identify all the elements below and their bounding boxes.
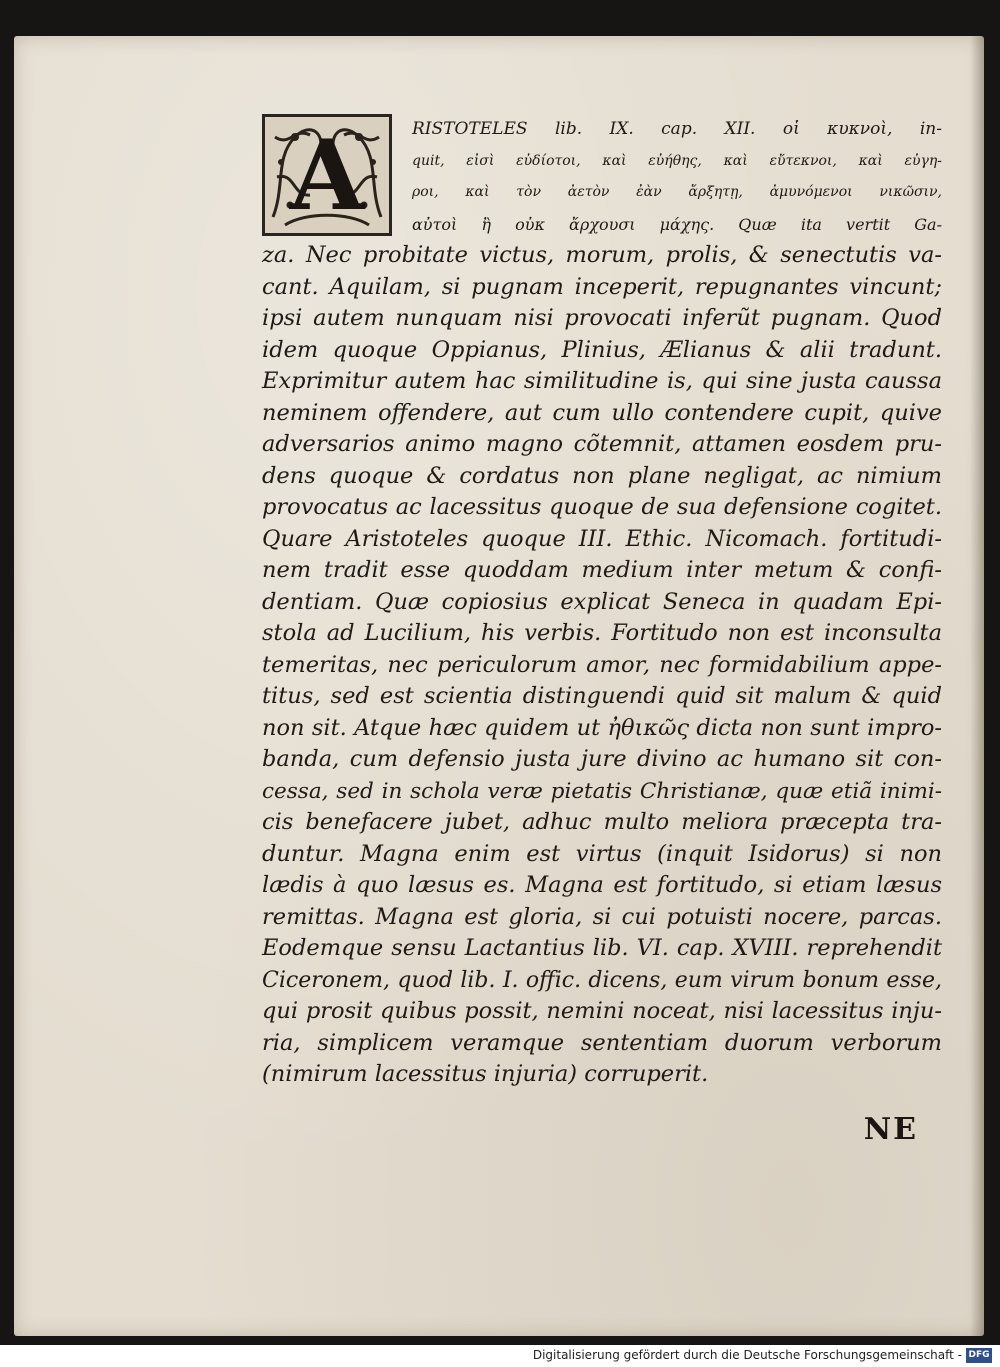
text-line: temeritas, nec periculorum amor, nec formidabilium appe-	[262, 651, 942, 678]
text-line: dens quoque & cordatus non plane negligat, ac nimium	[262, 462, 942, 489]
text-line: qui prosit quibus possit, nemini noceat, nisi lacessitus inju-	[262, 998, 942, 1024]
digitization-footer	[0, 1345, 1000, 1367]
decorated-initial-a	[262, 114, 392, 236]
text-line: ria, simplicem veramque sententiam duorum verborum	[262, 1029, 942, 1056]
text-line: cant. Aquilam, si pugnam inceperit, repugnantes vincunt;	[262, 273, 942, 300]
text-line: banda, cum defensio justa jure divino ac humano sit con-	[262, 746, 942, 772]
text-line: za. Nec probitate victus, morum, prolis, & senectutis va-	[262, 242, 942, 268]
text-line: duntur. Magna enim est virtus (inquit Isidorus) si non	[262, 840, 942, 867]
text-line: ροι, καὶ τὸν ἀετὸν ἐὰν ἄρξητῃ, ἀμυνόμενοι νικῶσιν,	[412, 184, 942, 200]
text-line: lædis à quo læsus es. Magna est fortitudo, si etiam læsus	[262, 872, 942, 898]
text-line: ipsi autem nunquam nisi provocati inferũt pugnam. Quod	[262, 305, 942, 331]
text-line: idem quoque Oppianus, Plinius, Ælianus & alii tradunt.	[262, 336, 942, 363]
text-line: Exprimitur autem hac similitudine is, qui sine justa caussa	[262, 368, 942, 394]
page-gutter-shadow	[970, 36, 984, 1336]
dfg-logo-icon: DFG	[966, 1348, 992, 1363]
text-line: titus, sed est scientia distinguendi quid sit malum & quid	[262, 683, 942, 709]
text-line: nem tradit esse quoddam medium inter metum & confi-	[262, 557, 942, 583]
text-line: RISTOTELES lib. IX. cap. XII. οἱ κυκνοὶ, in-	[412, 119, 942, 139]
text-line: remittas. Magna est gloria, si cui potuisti nocere, parcas.	[262, 903, 942, 930]
text-line: non sit. Atque hæc quidem ut ἠθικῶς dicta non sunt impro-	[262, 714, 942, 741]
text-line: stola ad Lucilium, his verbis. Fortitudo non est inconsulta	[262, 620, 942, 646]
text-line: αὐτοὶ ἢ οὐκ ἄρχουσι μάχης. Quæ ita vertit Ga-	[412, 214, 942, 234]
initial-letter: A	[289, 118, 365, 232]
text-line: Eodemque sensu Lactantius lib. VI. cap. XVIII. reprehendit	[262, 935, 942, 961]
catchword: NE	[863, 1112, 918, 1147]
text-line: (nimirum lacessitus injuria) corruperit.	[262, 1061, 709, 1087]
text-line: quit, εἰσὶ εὐδίοτοι, καὶ εὐήθης, καὶ εὔτεκνοι, καὶ εὐγη-	[412, 152, 942, 169]
text-line: neminem offendere, aut cum ullo contendere cupit, quive	[262, 399, 942, 426]
body-text	[262, 114, 942, 1091]
funding-credit: Digitalisierung gefördert durch die Deutsche Forschungsgemeinschaft -	[532, 1348, 962, 1362]
text-line: dentiam. Quæ copiosius explicat Seneca in quadam Epi-	[262, 588, 942, 615]
text-line: Ciceronem, quod lib. I. offic. dicens, eum virum bonum esse,	[262, 967, 942, 993]
text-line: adversarios animo magno cõtemnit, attamen eosdem pru-	[262, 431, 942, 457]
text-line: Quare Aristoteles quoque III. Ethic. Nicomach. fortitudi-	[262, 525, 942, 552]
text-line: cis benefacere jubet, adhuc multo meliora præcepta tra-	[262, 809, 942, 835]
text-line: cessa, sed in schola veræ pietatis Christianæ, quæ etiã inimi-	[262, 778, 942, 804]
text-line: provocatus ac lacessitus quoque de sua defensione cogitet.	[262, 494, 942, 520]
